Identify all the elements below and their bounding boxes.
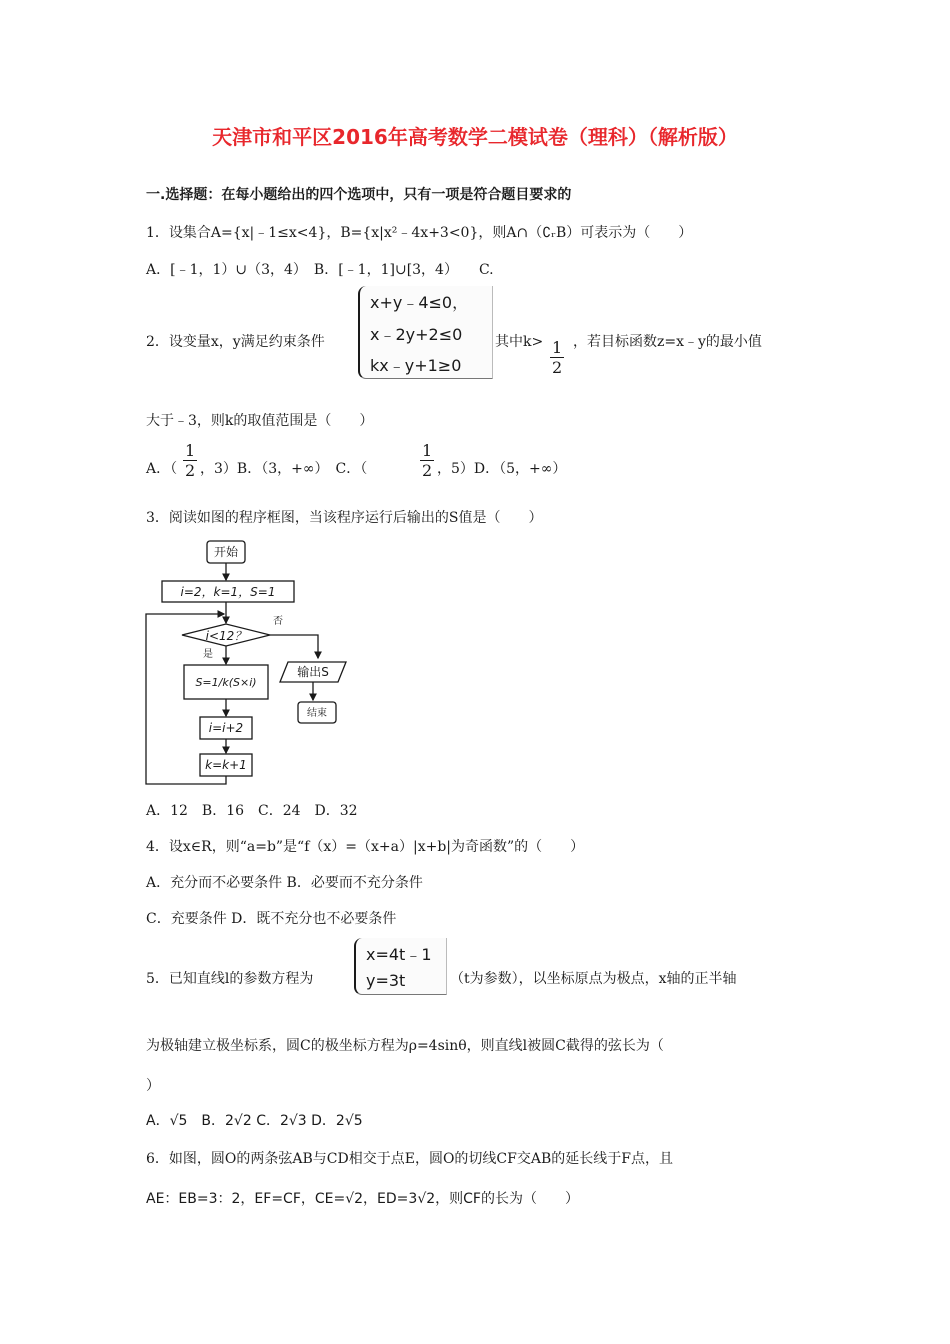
q4-options-ab: A．充分而不必要条件 B．必要而不充分条件	[146, 875, 423, 891]
q1-stem: 1．设集合A={x|﹣1≤x<4}，B={x|x²﹣4x+3<0}，则A∩（∁ᵣB）可表示为（ ）	[146, 225, 693, 241]
flow-output-text: 输出S	[297, 665, 329, 679]
flowchart-svg	[140, 536, 360, 788]
q5-eq-y: y=3t	[366, 971, 406, 990]
flow-start-text: 开始	[213, 545, 239, 559]
q2-fraction-half	[550, 338, 564, 377]
q2-constraint-2: x﹣2y+2≤0	[370, 325, 463, 344]
q4-options-cd: C．充要条件 D．既不充分也不必要条件	[146, 911, 397, 927]
flow-init-text: i=2，k=1，S=1	[180, 585, 276, 599]
q2-option-a-tail: ，3）B．（3，+∞） C．（	[200, 461, 368, 477]
q2-frac-den: 2	[552, 358, 563, 377]
q2-option-c-fraction	[420, 441, 434, 480]
page-title: 天津市和平区2016年高考数学二模试卷（理科）（解析版）	[212, 125, 738, 149]
section-heading: 一.选择题：在每小题给出的四个选项中，只有一项是符合题目要求的	[146, 187, 572, 203]
q2-frac-num: 1	[552, 338, 563, 357]
flow-yes-label: 是	[203, 649, 213, 660]
q5-parametric-system	[354, 938, 447, 995]
q5-line3: ）	[146, 1078, 160, 1094]
q2-option-a-fraction	[183, 441, 197, 480]
flow-update-s-text: S=1/k(S×i)	[195, 676, 257, 689]
q3-flowchart	[140, 536, 360, 788]
q2-lead: 2．设变量x，y满足约束条件	[146, 334, 325, 350]
q5-tail: （t为参数），以坐标原点为极点，x轴的正半轴	[450, 971, 737, 987]
q4-stem: 4．设x∈R，则“a=b”是“f（x）=（x+a）|x+b|为奇函数”的（ ）	[146, 839, 585, 855]
q5-options: A．√5 B．2√2 C．2√3 D．2√5	[146, 1113, 363, 1129]
q5-lead: 5．已知直线l的参数方程为	[146, 971, 314, 987]
q2-constraint-1: x+y﹣4≤0，	[370, 293, 469, 312]
q3-stem: 3．阅读如图的程序框图，当该程序运行后输出的S值是（ ）	[146, 510, 543, 526]
q2-option-c-frac-num: 1	[422, 441, 433, 460]
q2-mid: 其中k>	[495, 334, 544, 350]
q6-stem: 6．如图，圆O的两条弦AB与CD相交于点E，圆O的切线CF交AB的延长线于F点，且	[146, 1151, 673, 1167]
flow-inc-i-text: i=i+2	[208, 721, 244, 735]
q5-line2: 为极轴建立极坐标系，圆C的极坐标方程为ρ=4sinθ，则直线l被圆C截得的弦长为（	[146, 1038, 664, 1054]
q2-option-c-frac-den: 2	[422, 461, 433, 480]
q2-constraint-system	[358, 286, 493, 379]
q1-options: A．[﹣1，1）∪（3，4） B．[﹣1，1]∪[3，4） C.	[146, 262, 494, 278]
q2-tail: ，若目标函数z=x﹣y的最小值	[573, 334, 762, 350]
q6-line2: AE：EB=3：2，EF=CF，CE=√2，ED=3√2，则CF的长为（ ）	[146, 1191, 579, 1207]
flow-no-label: 否	[273, 616, 283, 627]
q2-option-a-frac-num: 1	[185, 441, 196, 460]
flow-cond-text: i<12？	[205, 629, 247, 643]
q2-option-c-tail: ，5）D．（5，+∞）	[437, 461, 567, 477]
q2-option-a-prefix: A．（	[146, 461, 178, 477]
q2-line2: 大于﹣3，则k的取值范围是（ ）	[146, 413, 374, 429]
flow-end-text: 结束	[307, 708, 327, 719]
q2-constraint-3: kx﹣y+1≥0	[370, 356, 462, 375]
q3-options: A．12 B．16 C．24 D．32	[146, 803, 358, 819]
flow-inc-k-text: k=k+1	[205, 758, 247, 772]
q2-option-a-frac-den: 2	[185, 461, 196, 480]
q5-eq-x: x=4t﹣1	[366, 945, 432, 964]
